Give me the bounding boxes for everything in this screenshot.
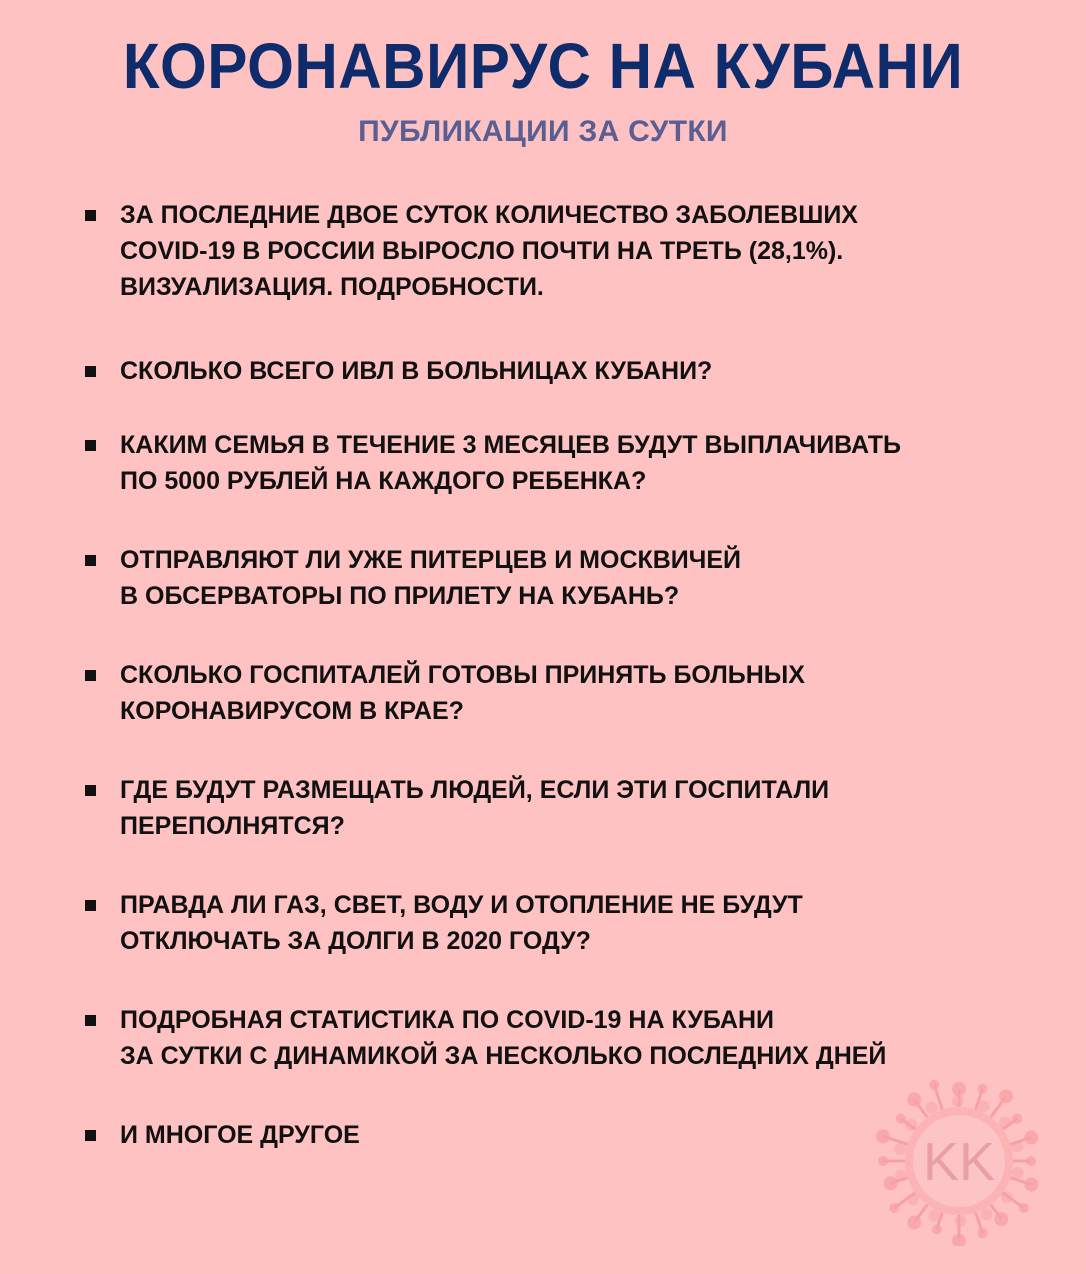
list-item-text: ГДЕ БУДУТ РАЗМЕЩАТЬ ЛЮДЕЙ, ЕСЛИ ЭТИ ГОСПИТАЛИ ПЕРЕПОЛНЯТСЯ? bbox=[120, 776, 830, 840]
bullet-icon bbox=[85, 555, 96, 566]
list-item[interactable] bbox=[120, 197, 1070, 305]
list-item[interactable] bbox=[120, 887, 1070, 959]
bullet-icon bbox=[85, 210, 96, 221]
list-item[interactable] bbox=[120, 772, 1070, 844]
list-item-text: СКОЛЬКО ВСЕГО ИВЛ В БОЛЬНИЦАХ КУБАНИ? bbox=[120, 357, 713, 385]
list-item[interactable] bbox=[120, 542, 1070, 614]
bullet-icon bbox=[85, 670, 96, 681]
list-item[interactable] bbox=[120, 657, 1070, 729]
virus-logo-icon bbox=[866, 1076, 1052, 1246]
bullet-icon bbox=[85, 900, 96, 911]
list-item-text: И МНОГОЕ ДРУГОЕ bbox=[120, 1121, 360, 1149]
list-item[interactable] bbox=[120, 427, 1070, 499]
page-subtitle: ПУБЛИКАЦИИ ЗА СУТКИ bbox=[358, 115, 728, 148]
list-item-text: ЗА ПОСЛЕДНИЕ ДВОЕ СУТОК КОЛИЧЕСТВО ЗАБОЛЕВШИХ COVID-19 В РОССИИ ВЫРОСЛО ПОЧТИ НА ТРЕТЬ (28,1%). ВИЗУАЛИЗАЦИЯ. ПОДРОБНОСТИ. bbox=[120, 201, 858, 301]
list-item[interactable] bbox=[120, 353, 1070, 389]
list-item[interactable] bbox=[120, 1002, 1070, 1074]
page-title: КОРОНАВИРУС НА КУБАНИ bbox=[122, 30, 964, 102]
bullet-icon bbox=[85, 440, 96, 451]
bullet-icon bbox=[85, 1130, 96, 1141]
list-item-text: СКОЛЬКО ГОСПИТАЛЕЙ ГОТОВЫ ПРИНЯТЬ БОЛЬНЫХ КОРОНАВИРУСОМ В КРАЕ? bbox=[120, 661, 805, 725]
bullet-icon bbox=[85, 1015, 96, 1026]
logo-text: KK bbox=[922, 1132, 996, 1192]
list-item-text: КАКИМ СЕМЬЯ В ТЕЧЕНИЕ 3 МЕСЯЦЕВ БУДУТ ВЫПЛАЧИВАТЬ ПО 5000 РУБЛЕЙ НА КАЖДОГО РЕБЕНКА? bbox=[120, 431, 902, 495]
bullet-icon bbox=[85, 785, 96, 796]
list-item-text: ПОДРОБНАЯ СТАТИСТИКА ПО COVID-19 НА КУБАНИ ЗА СУТКИ С ДИНАМИКОЙ ЗА НЕСКОЛЬКО ПОСЛЕДНИХ ДНЕЙ bbox=[120, 1006, 887, 1070]
bullet-icon bbox=[85, 366, 96, 377]
list-item-text: ПРАВДА ЛИ ГАЗ, СВЕТ, ВОДУ И ОТОПЛЕНИЕ НЕ БУДУТ ОТКЛЮЧАТЬ ЗА ДОЛГИ В 2020 ГОДУ? bbox=[120, 891, 803, 955]
list-item-text: ОТПРАВЛЯЮТ ЛИ УЖЕ ПИТЕРЦЕВ И МОСКВИЧЕЙ В ОБСЕРВАТОРЫ ПО ПРИЛЕТУ НА КУБАНЬ? bbox=[120, 546, 741, 610]
